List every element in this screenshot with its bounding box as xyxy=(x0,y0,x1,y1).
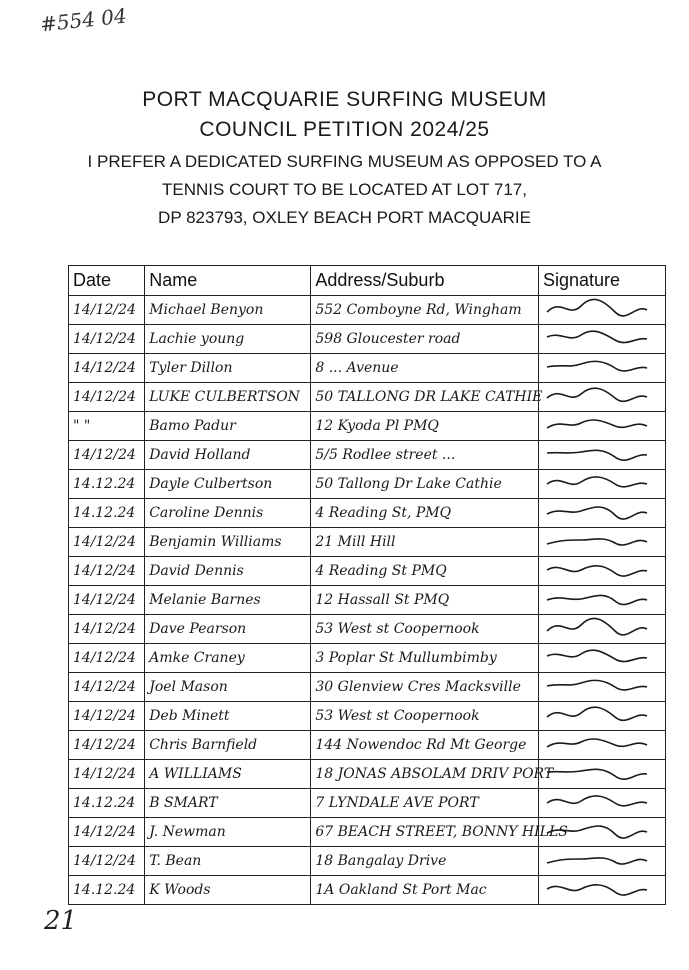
signer-signature xyxy=(538,644,665,673)
signer-signature xyxy=(538,354,665,383)
signer-name: B SMART xyxy=(145,789,311,818)
petition-statement-line-1: I PREFER A DEDICATED SURFING MUSEUM AS OPPOSED TO A xyxy=(87,152,602,171)
table-row xyxy=(69,586,666,615)
table-row xyxy=(69,296,666,325)
petition-statement-line-3: DP 823793, OXLEY BEACH PORT MACQUARIE xyxy=(158,208,531,227)
table-row xyxy=(69,557,666,586)
signer-signature xyxy=(538,731,665,760)
table-row xyxy=(69,876,666,905)
handwritten-signature xyxy=(543,586,653,610)
handwritten-signature xyxy=(543,499,653,523)
signer-date: " " xyxy=(69,412,145,441)
signer-date: 14/12/24 xyxy=(69,644,145,673)
signer-name: David Dennis xyxy=(145,557,311,586)
column-header-address: Address/Suburb xyxy=(311,266,539,296)
signer-name: Amke Craney xyxy=(145,644,311,673)
signer-name: LUKE CULBERTSON xyxy=(145,383,311,412)
handwritten-signature xyxy=(543,847,653,871)
signer-name: Lachie young xyxy=(145,325,311,354)
table-row xyxy=(69,731,666,760)
signer-address: 30 Glenview Cres Macksville xyxy=(311,673,539,702)
signer-address: 5/5 Rodlee street ... xyxy=(311,441,539,470)
handwritten-signature xyxy=(543,296,653,320)
handwritten-signature xyxy=(543,528,653,552)
signer-date: 14/12/24 xyxy=(69,615,145,644)
column-header-name: Name xyxy=(145,266,311,296)
signer-date: 14.12.24 xyxy=(69,789,145,818)
table-row xyxy=(69,847,666,876)
table-row xyxy=(69,441,666,470)
signer-signature xyxy=(538,470,665,499)
scribble-mark: #554 04 xyxy=(38,3,128,37)
signer-signature xyxy=(538,876,665,905)
signer-name: Bamo Padur xyxy=(145,412,311,441)
handwritten-signature xyxy=(543,412,653,436)
handwritten-signature xyxy=(543,731,653,755)
signer-name: Melanie Barnes xyxy=(145,586,311,615)
signer-date: 14/12/24 xyxy=(69,325,145,354)
handwritten-signature xyxy=(543,354,653,378)
table-row xyxy=(69,818,666,847)
signer-name: K Woods xyxy=(145,876,311,905)
table-row xyxy=(69,383,666,412)
handwritten-signature xyxy=(543,876,653,900)
signer-name: Tyler Dillon xyxy=(145,354,311,383)
signer-address: 552 Comboyne Rd, Wingham xyxy=(311,296,539,325)
signer-address: 50 Tallong Dr Lake Cathie xyxy=(311,470,539,499)
signer-signature xyxy=(538,760,665,789)
handwritten-signature xyxy=(543,383,653,407)
signer-signature xyxy=(538,818,665,847)
table-row xyxy=(69,760,666,789)
signer-address: 7 LYNDALE AVE PORT xyxy=(311,789,539,818)
signer-date: 14/12/24 xyxy=(69,673,145,702)
signer-signature xyxy=(538,412,665,441)
table-row xyxy=(69,702,666,731)
signer-signature xyxy=(538,615,665,644)
page-number: 21 xyxy=(44,906,78,936)
handwritten-signature xyxy=(543,673,653,697)
signer-name: T. Bean xyxy=(145,847,311,876)
signer-signature xyxy=(538,673,665,702)
signer-date: 14/12/24 xyxy=(69,586,145,615)
petition-subtitle: COUNCIL PETITION 2024/25 xyxy=(199,118,490,141)
signer-address: 67 BEACH STREET, BONNY HILLS xyxy=(311,818,539,847)
signer-signature xyxy=(538,441,665,470)
signer-address: 18 JONAS ABSOLAM DRIV PORT xyxy=(311,760,539,789)
signer-address: 144 Nowendoc Rd Mt George xyxy=(311,731,539,760)
signer-date: 14/12/24 xyxy=(69,296,145,325)
signer-address: 53 West st Coopernook xyxy=(311,615,539,644)
signer-date: 14.12.24 xyxy=(69,499,145,528)
table-row xyxy=(69,470,666,499)
signer-address: 12 Kyoda Pl PMQ xyxy=(311,412,539,441)
signer-name: Deb Minett xyxy=(145,702,311,731)
petition-title: PORT MACQUARIE SURFING MUSEUM xyxy=(142,88,547,111)
table-row xyxy=(69,325,666,354)
signer-date: 14/12/24 xyxy=(69,383,145,412)
handwritten-signature xyxy=(543,557,653,581)
signer-date: 14/12/24 xyxy=(69,702,145,731)
signer-date: 14/12/24 xyxy=(69,557,145,586)
signer-date: 14/12/24 xyxy=(69,818,145,847)
signer-signature xyxy=(538,383,665,412)
signer-name: Joel Mason xyxy=(145,673,311,702)
signer-name: Chris Barnfield xyxy=(145,731,311,760)
table-row xyxy=(69,615,666,644)
signer-signature xyxy=(538,847,665,876)
handwritten-signature xyxy=(543,615,653,639)
petition-statement-line-2: TENNIS COURT TO BE LOCATED AT LOT 717, xyxy=(162,180,527,199)
signer-name: Michael Benyon xyxy=(145,296,311,325)
signer-address: 4 Reading St PMQ xyxy=(311,557,539,586)
handwritten-signature xyxy=(543,470,653,494)
signer-address: 598 Gloucester road xyxy=(311,325,539,354)
signer-date: 14/12/24 xyxy=(69,354,145,383)
table-row xyxy=(69,412,666,441)
signer-name: J. Newman xyxy=(145,818,311,847)
table-row xyxy=(69,789,666,818)
table-row xyxy=(69,499,666,528)
signer-date: 14/12/24 xyxy=(69,760,145,789)
signer-address: 12 Hassall St PMQ xyxy=(311,586,539,615)
signer-date: 14.12.24 xyxy=(69,876,145,905)
signer-address: 8 ... Avenue xyxy=(311,354,539,383)
handwritten-signature xyxy=(543,325,653,349)
handwritten-signature xyxy=(543,644,653,668)
signer-name: A WILLIAMS xyxy=(145,760,311,789)
signer-date: 14/12/24 xyxy=(69,441,145,470)
signer-address: 3 Poplar St Mullumbimby xyxy=(311,644,539,673)
signer-signature xyxy=(538,702,665,731)
signer-date: 14.12.24 xyxy=(69,470,145,499)
column-header-date: Date xyxy=(69,266,145,296)
signer-date: 14/12/24 xyxy=(69,528,145,557)
signer-signature xyxy=(538,557,665,586)
signer-date: 14/12/24 xyxy=(69,731,145,760)
signer-signature xyxy=(538,528,665,557)
handwritten-signature xyxy=(543,441,653,465)
signer-signature xyxy=(538,325,665,354)
signer-name: Dave Pearson xyxy=(145,615,311,644)
signer-address: 53 West st Coopernook xyxy=(311,702,539,731)
signer-name: David Holland xyxy=(145,441,311,470)
signer-address: 21 Mill Hill xyxy=(311,528,539,557)
handwritten-signature xyxy=(543,760,653,784)
table-row xyxy=(69,644,666,673)
signer-signature xyxy=(538,296,665,325)
table-row xyxy=(69,673,666,702)
signer-address: 50 TALLONG DR LAKE CATHIE xyxy=(311,383,539,412)
signer-address: 4 Reading St, PMQ xyxy=(311,499,539,528)
signer-name: Caroline Dennis xyxy=(145,499,311,528)
table-row xyxy=(69,354,666,383)
handwritten-signature xyxy=(543,789,653,813)
table-header-row xyxy=(69,266,666,296)
signer-address: 1A Oakland St Port Mac xyxy=(311,876,539,905)
column-header-signature: Signature xyxy=(538,266,665,296)
handwritten-signature xyxy=(543,702,653,726)
table-row xyxy=(69,528,666,557)
signer-name: Benjamin Williams xyxy=(145,528,311,557)
signer-signature xyxy=(538,789,665,818)
signer-name: Dayle Culbertson xyxy=(145,470,311,499)
signer-signature xyxy=(538,586,665,615)
signer-address: 18 Bangalay Drive xyxy=(311,847,539,876)
handwritten-signature xyxy=(543,818,653,842)
signer-signature xyxy=(538,499,665,528)
signature-table xyxy=(68,265,666,905)
signer-date: 14/12/24 xyxy=(69,847,145,876)
